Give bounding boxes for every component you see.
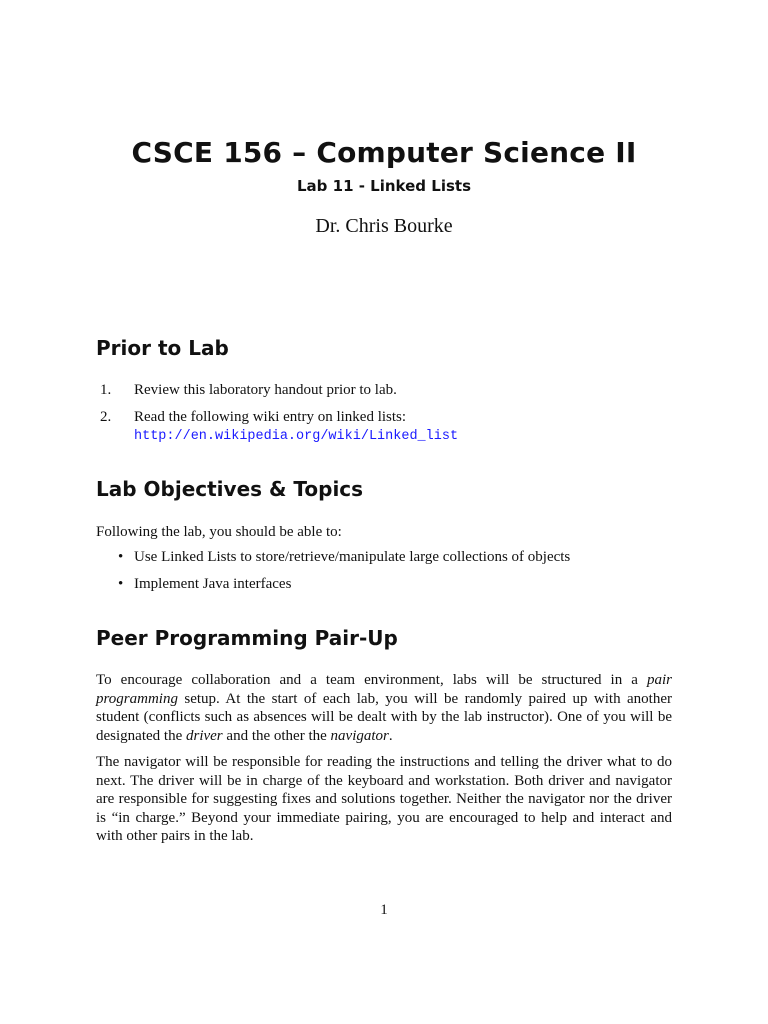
paragraph (96, 671, 672, 745)
list-item (96, 548, 672, 567)
list-item-text: Review this laboratory handout prior to lab. (134, 382, 397, 398)
emphasis-driver: driver (185, 727, 223, 744)
prior-to-lab-list (96, 381, 672, 455)
list-item-text: Read the following wiki entry on linked lists: (134, 408, 407, 425)
heading-peer-programming: Peer Programming Pair-Up (96, 626, 398, 650)
emphasis-navigator: navigator (330, 727, 389, 744)
text-run: setup. At the start of each lab, you will be randomly paired up with another student (conflicts such as absences will be dealt with by the lab instructor). One of you will be designated the (96, 690, 672, 744)
list-item-number: 1. (100, 382, 112, 398)
peer-programming-body (96, 671, 672, 854)
page-number: 1 (380, 902, 388, 918)
text-run: . (388, 727, 393, 744)
document-author: Dr. Chris Bourke (315, 215, 453, 237)
bullet-icon: • (118, 575, 124, 592)
list-item (96, 408, 672, 447)
list-item (96, 381, 672, 400)
list-item (96, 575, 672, 594)
text-run: To encourage collaboration and a team environment, labs will be structured in a (96, 672, 647, 688)
paragraph: The navigator will be responsible for reading the instructions and telling the driver what to do next. The driver will be in charge of the keyboard and workstation. Both driver and navigator are responsible for suggesting fixes and solutions together. Neither the navigator nor the driver is “in charge.” Beyond your immediate pairing, you are encouraged to help and interact and with other pairs in the lab. (96, 754, 672, 844)
list-item-text: Use Linked Lists to store/retrieve/manipulate large collections of objects (134, 549, 571, 565)
objectives-intro: Following the lab, you should be able to: (96, 524, 342, 540)
document-title: CSCE 156 – Computer Science II (131, 136, 637, 169)
wikipedia-link[interactable]: http://en.wikipedia.org/wiki/Linked_list (134, 429, 459, 444)
emphasis-pair-programming: pair programming (96, 672, 672, 707)
document-subtitle: Lab 11 - Linked Lists (297, 177, 471, 195)
text-run: and the other the (222, 727, 331, 744)
list-item-number: 2. (100, 408, 112, 425)
heading-lab-objectives: Lab Objectives & Topics (96, 477, 364, 501)
list-item-text: Implement Java interfaces (134, 575, 292, 592)
objectives-list (96, 548, 672, 601)
heading-prior-to-lab: Prior to Lab (96, 336, 229, 360)
bullet-icon: • (118, 549, 124, 565)
